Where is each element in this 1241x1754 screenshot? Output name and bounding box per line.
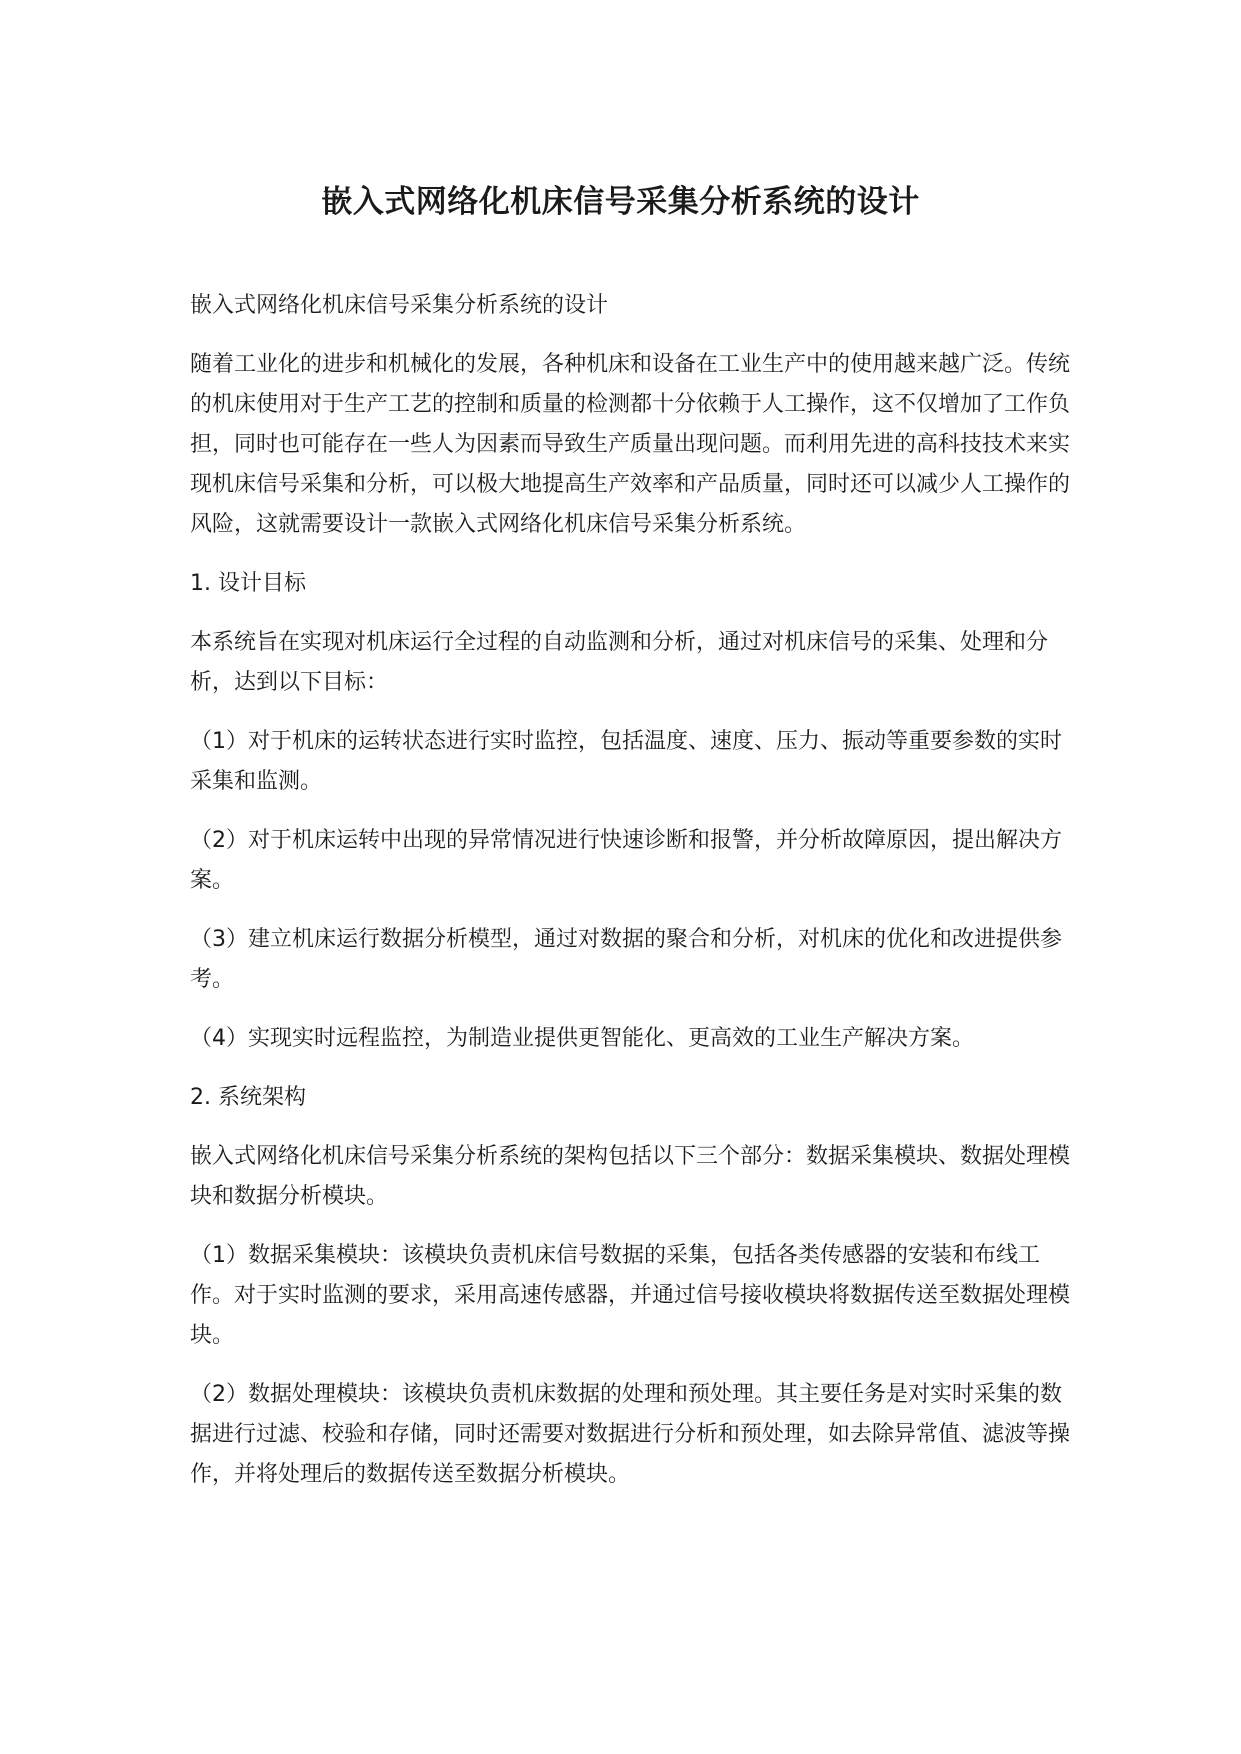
- list-item-goal-2: （2）对于机床运转中出现的异常情况进行快速诊断和报警，并分析故障原因，提出解决方案。: [190, 828, 1063, 893]
- list-item-goal-4: （4）实现实时远程监控，为制造业提供更智能化、更高效的工业生产解决方案。: [190, 1026, 974, 1051]
- section-heading-architecture: 2. 系统架构: [190, 1085, 306, 1110]
- paragraph-subtitle: 嵌入式网络化机床信号采集分析系统的设计: [190, 293, 609, 318]
- paragraph-goals-intro: 本系统旨在实现对机床运行全过程的自动监测和分析，通过对机床信号的采集、处理和分析，达到以下目标：: [190, 630, 1049, 695]
- paragraph-architecture-intro: 嵌入式网络化机床信号采集分析系统的架构包括以下三个部分：数据采集模块、数据处理模块和数据分析模块。: [190, 1144, 1071, 1209]
- document-title: 嵌入式网络化机床信号采集分析系统的设计: [321, 184, 920, 220]
- list-item-goal-3: （3）建立机床运行数据分析模型，通过对数据的聚合和分析，对机床的优化和改进提供参考。: [190, 927, 1063, 992]
- list-item-goal-1: （1）对于机床的运转状态进行实时监控，包括温度、速度、压力、振动等重要参数的实时采集和监测。: [190, 729, 1063, 794]
- list-item-module-1: （1）数据采集模块：该模块负责机床信号数据的采集，包括各类传感器的安装和布线工作。对于实时监测的要求，采用高速传感器，并通过信号接收模块将数据传送至数据处理模块。: [190, 1243, 1071, 1348]
- section-heading-design-goals: 1. 设计目标: [190, 571, 306, 596]
- list-item-module-2: （2）数据处理模块：该模块负责机床数据的处理和预处理。其主要任务是对实时采集的数据进行过滤、校验和存储，同时还需要对数据进行分析和预处理，如去除异常值、滤波等操作，并将处理后的数据传送至数据分析模块。: [190, 1382, 1071, 1487]
- paragraph-intro: 随着工业化的进步和机械化的发展，各种机床和设备在工业生产中的使用越来越广泛。传统的机床使用对于生产工艺的控制和质量的检测都十分依赖于人工操作，这不仅增加了工作负担，同时也可能存在一些人为因素而导致生产质量出现问题。而利用先进的高科技技术来实现机床信号采集和分析，可以极大地提高生产效率和产品质量，同时还可以减少人工操作的风险，这就需要设计一款嵌入式网络化机床信号采集分析系统。: [190, 352, 1071, 537]
- document-body: [190, 286, 1080, 1514]
